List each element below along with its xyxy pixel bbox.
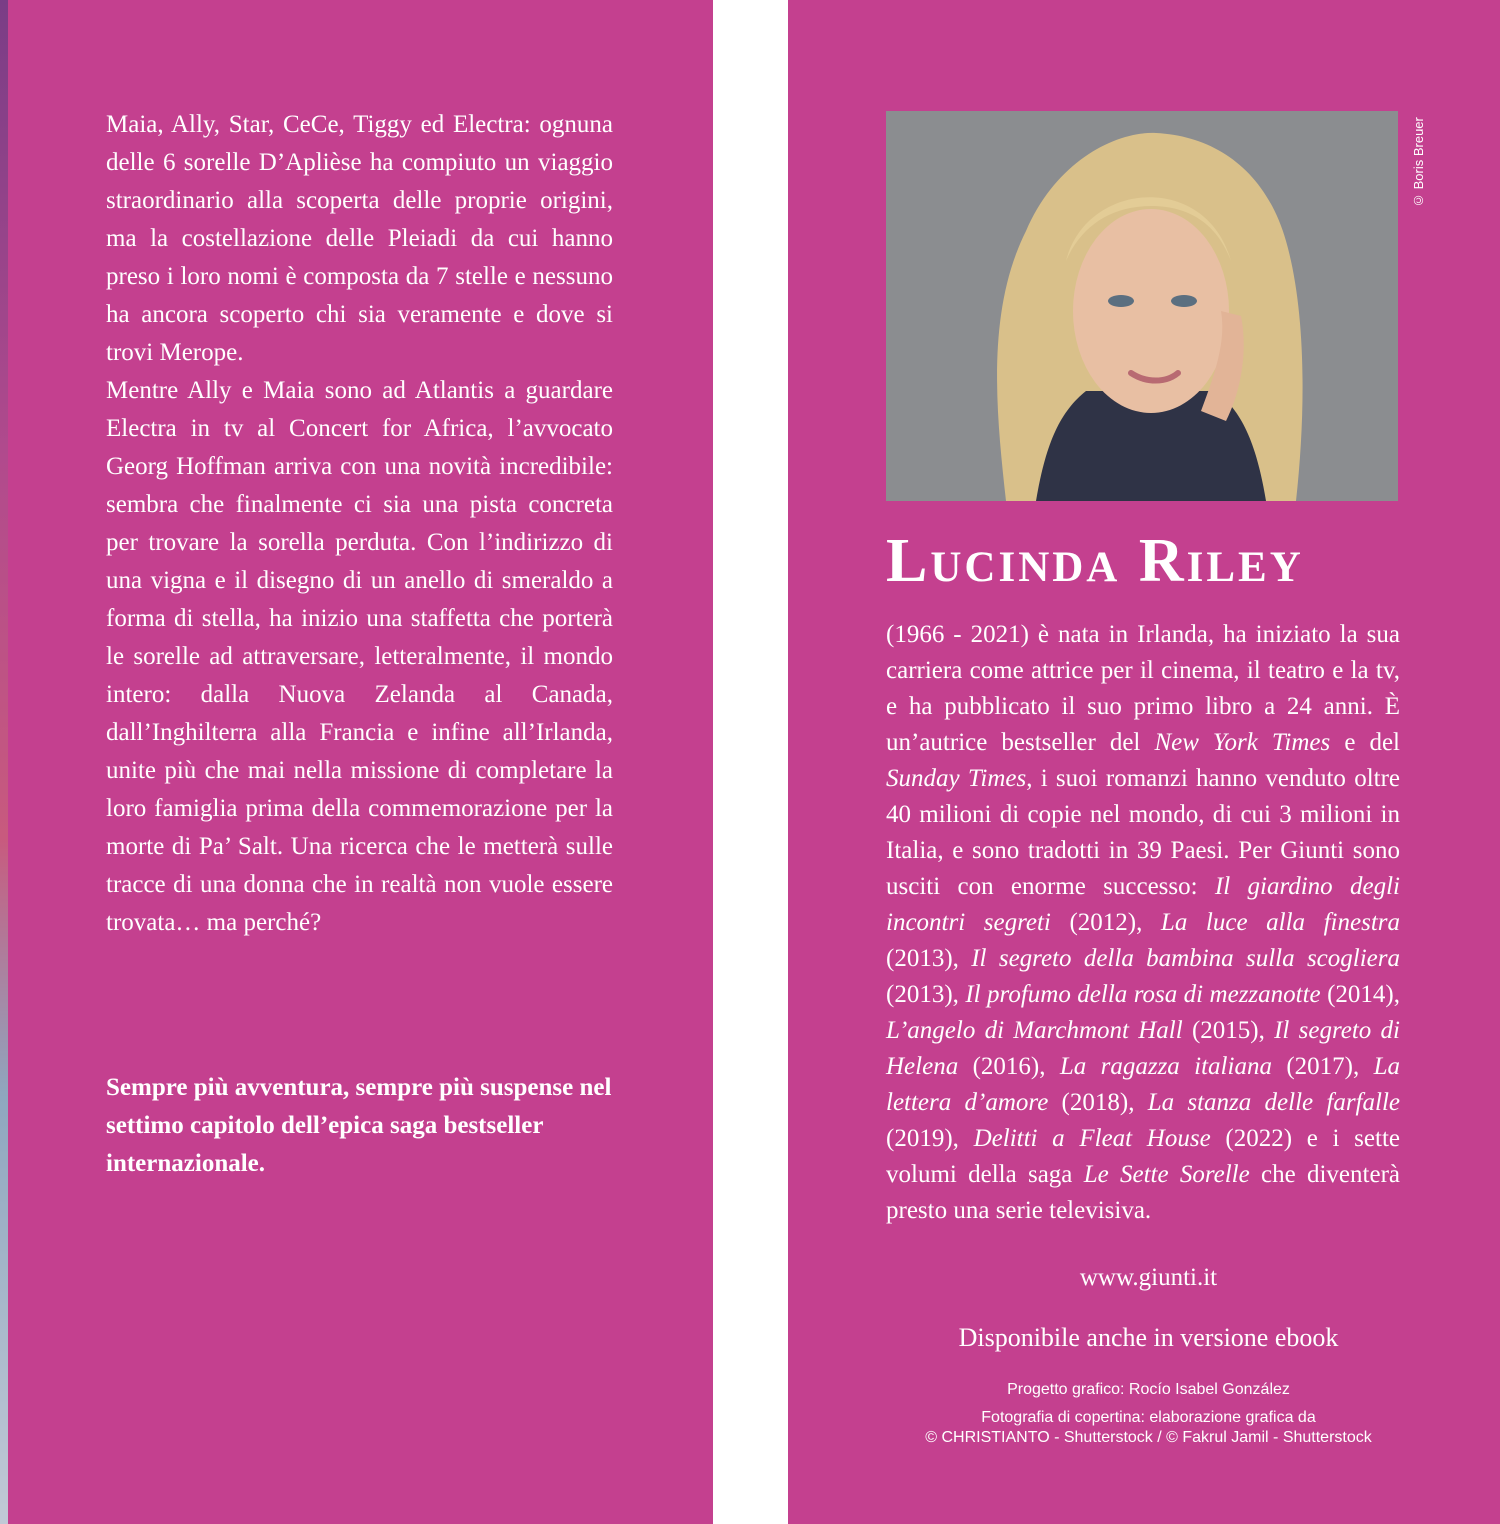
author-photo (886, 111, 1398, 501)
credit-photo-line-2: © CHRISTIANTO - Shutterstock / © Fakrul Jamil - Shutterstock (925, 1429, 1372, 1446)
bio-text: (2015), (1182, 1017, 1275, 1044)
bio-text: , i suoi romanzi hanno venduto oltre 40 milioni di copie nel mondo, di cui 3 milioni in Italia, e sono tradotti in 39 Paesi. Per Giunti sono usciti con enorme successo: (886, 765, 1401, 900)
bio-title: Le Sette Sorelle (1083, 1161, 1250, 1188)
bio-title: New York Times (1154, 729, 1331, 756)
bio-title: Delitti a Fleat House (973, 1125, 1211, 1152)
bio-title: Il profumo della rosa di mezzanotte (965, 981, 1321, 1008)
bio-title: Sunday Times (886, 765, 1027, 792)
bio-text: (2016), (958, 1053, 1060, 1080)
bio-text: (2013), (886, 981, 966, 1008)
design-credits (886, 1380, 1411, 1448)
author-portrait-image (886, 111, 1398, 501)
photo-credit: © Boris Breuer (1411, 117, 1426, 208)
author-name-text: Lucinda Riley (886, 527, 1304, 595)
synopsis-paragraph-1: Maia, Ally, Star, CeCe, Tiggy ed Electra: ognuna delle 6 sorelle D’Aplièse ha compiuto un viaggio straordinario alla scoperta delle proprie origini, ma la costellazione delle Pleiadi da cui hanno preso i loro nomi è composta da 7 stelle e nessuno ha ancora scoperto chi sia veramente e dove si trovi Merope. (106, 111, 613, 366)
author-name (886, 526, 1406, 596)
left-flap (0, 0, 713, 1524)
synopsis (106, 106, 613, 942)
right-flap (788, 0, 1500, 1524)
bio-title: Il giardino degli incontri segreti (886, 873, 1400, 936)
bio-title: La ragazza italiana (1059, 1053, 1272, 1080)
bio-text: (2022) e i sette volumi della saga (886, 1125, 1400, 1188)
bio-title: L’angelo di Marchmont Hall (886, 1017, 1183, 1044)
credit-photo-line-1: Fotografia di copertina: elaborazione grafica da (981, 1409, 1316, 1426)
author-bio (886, 617, 1400, 1229)
synopsis-paragraph-2: Mentre Ally e Maia sono ad Atlantis a guardare Electra in tv al Concert for Africa, l’avvocato Georg Hoffman arriva con una novità incredibile: sembra che finalmente ci sia una pista concreta per trovare la sorella perduta. Con l’indirizzo di una vigna e il disegno di un anello di smeraldo a forma di stella, ha inizio una staffetta che porterà le sorelle ad attraversare, letteralmente, il mondo intero: dalla Nuova Zelanda al Canada, dall’Inghilterra alla Francia e infine all’Irlanda, unite più che mai nella missione di completare la loro famiglia prima della commemorazione per la morte di Pa’ Salt. Una ricerca che le metterà sulle tracce di una donna che in realtà non vuole essere trovata… ma perché? (106, 377, 613, 936)
bio-title: Il segreto di Helena (886, 1017, 1400, 1080)
ebook-note: Disponibile anche in versione ebook (958, 1323, 1339, 1352)
cover-edge-strip (0, 0, 8, 1524)
bio-text: (2013), (886, 945, 972, 972)
bio-title: La lettera d’amore (886, 1053, 1400, 1116)
bio-text: (1966 - 2021) è nata in Irlanda, ha iniziato la sua carriera come attrice per il cinema, il teatro e la tv, e ha pubblicato il suo primo libro a 24 anni. È un’autrice bestseller del (886, 621, 1400, 756)
bio-text: (2017), (1271, 1053, 1374, 1080)
bio-text: e del (1330, 729, 1400, 756)
bio-title: Il segreto della bambina sulla scogliera (971, 945, 1400, 972)
bio-text: (2019), (886, 1125, 974, 1152)
bio-text: (2012), (1050, 909, 1161, 936)
bio-title: La luce alla finestra (1160, 909, 1400, 936)
bio-text: (2018), (1048, 1089, 1148, 1116)
publisher-website: www.giunti.it (1079, 1264, 1218, 1291)
credit-design: Progetto grafico: Rocío Isabel González (1007, 1381, 1290, 1398)
bio-text: (2014), (1320, 981, 1400, 1008)
bio-title: La stanza delle farfalle (1147, 1089, 1400, 1116)
tagline: Sempre più avventura, sempre più suspense nel settimo capitolo dell’epica saga bestseller internazionale. (106, 1074, 612, 1177)
bio-text: che diventerà presto una serie televisiva. (886, 1161, 1400, 1224)
